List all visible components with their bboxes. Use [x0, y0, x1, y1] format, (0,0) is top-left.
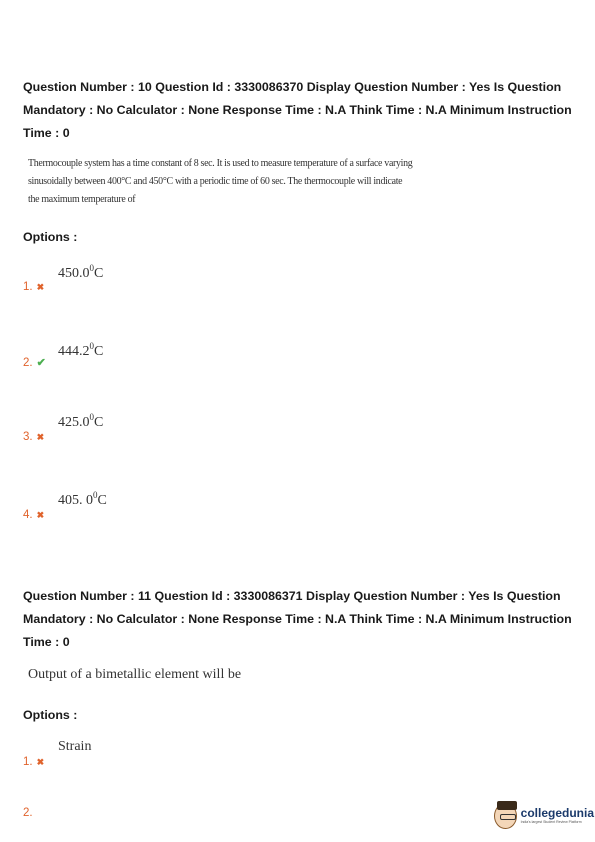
- option-value: 405. 0: [58, 493, 93, 508]
- mascot-icon: [494, 803, 517, 829]
- logo-tagline: India's largest Student Review Platform: [520, 820, 582, 824]
- option-unit: C: [97, 493, 107, 508]
- question-text-line: sinusoidally between 400°C and 450°C with a periodic time of 60 sec. The thermocouple will indicate: [28, 175, 403, 187]
- degree-mark: 0: [93, 490, 98, 500]
- option-1-number: [23, 281, 44, 293]
- header-line: Question Number : 10 Question Id : 3330086370 Display Question Number : Yes Is Question: [23, 80, 562, 94]
- wrong-mark-icon: ✖: [36, 431, 45, 442]
- option-number: 1.: [23, 756, 33, 768]
- option-2-text[interactable]: [58, 341, 103, 360]
- option-4-number: [23, 509, 44, 521]
- option-number: 1.: [23, 281, 33, 293]
- header-line: Time : 0: [23, 126, 70, 140]
- options-label: Options :: [23, 708, 78, 722]
- header-line: Mandatory : No Calculator : None Response Time : N.A Think Time : N.A Minimum Instruction: [23, 103, 572, 117]
- option-unit: C: [94, 266, 104, 281]
- option-unit: C: [94, 344, 104, 359]
- header-line: Time : 0: [23, 635, 70, 649]
- wrong-mark-icon: ✖: [36, 281, 45, 292]
- header-line: Mandatory : No Calculator : None Response Time : N.A Think Time : N.A Minimum Instruction: [23, 612, 572, 626]
- option-value: 444.2: [58, 344, 90, 359]
- option-value: 425.0: [58, 415, 90, 430]
- question-text-line: Thermocouple system has a time constant of 8 sec. It is used to measure temperature of a surface varying: [28, 157, 413, 169]
- wrong-mark-icon: ✖: [36, 509, 45, 520]
- question-header: [23, 585, 583, 654]
- option-2-number: [23, 807, 33, 819]
- question-header: [23, 76, 583, 145]
- degree-mark: 0: [89, 341, 94, 351]
- degree-mark: 0: [89, 263, 94, 273]
- option-1-text[interactable]: [58, 263, 103, 282]
- option-number: 2.: [23, 807, 33, 819]
- option-2-number: [23, 356, 46, 369]
- question-text: [28, 154, 451, 208]
- option-number: 2.: [23, 356, 33, 369]
- option-unit: C: [94, 415, 104, 430]
- option-value: 450.0: [58, 266, 90, 281]
- logo-text: [521, 807, 594, 825]
- option-number: 4.: [23, 509, 33, 521]
- option-4-text[interactable]: [58, 490, 107, 509]
- option-3-number: [23, 431, 44, 443]
- option-1-text[interactable]: Strain: [58, 739, 92, 754]
- degree-mark: 0: [89, 412, 94, 422]
- wrong-mark-icon: ✖: [36, 756, 45, 767]
- logo-name: collegedunia: [520, 806, 594, 820]
- check-mark-icon: ✔: [36, 357, 46, 369]
- option-number: 3.: [23, 431, 33, 443]
- options-label: Options :: [23, 230, 78, 244]
- question-text-line: the maximum temperature of: [28, 193, 136, 205]
- question-text: Output of a bimetallic element will be: [28, 667, 242, 682]
- header-line: Question Number : 11 Question Id : 3330086371 Display Question Number : Yes Is Question: [23, 589, 561, 603]
- option-1-number: [23, 756, 44, 768]
- collegedunia-logo: [494, 800, 594, 832]
- option-3-text[interactable]: [58, 412, 103, 431]
